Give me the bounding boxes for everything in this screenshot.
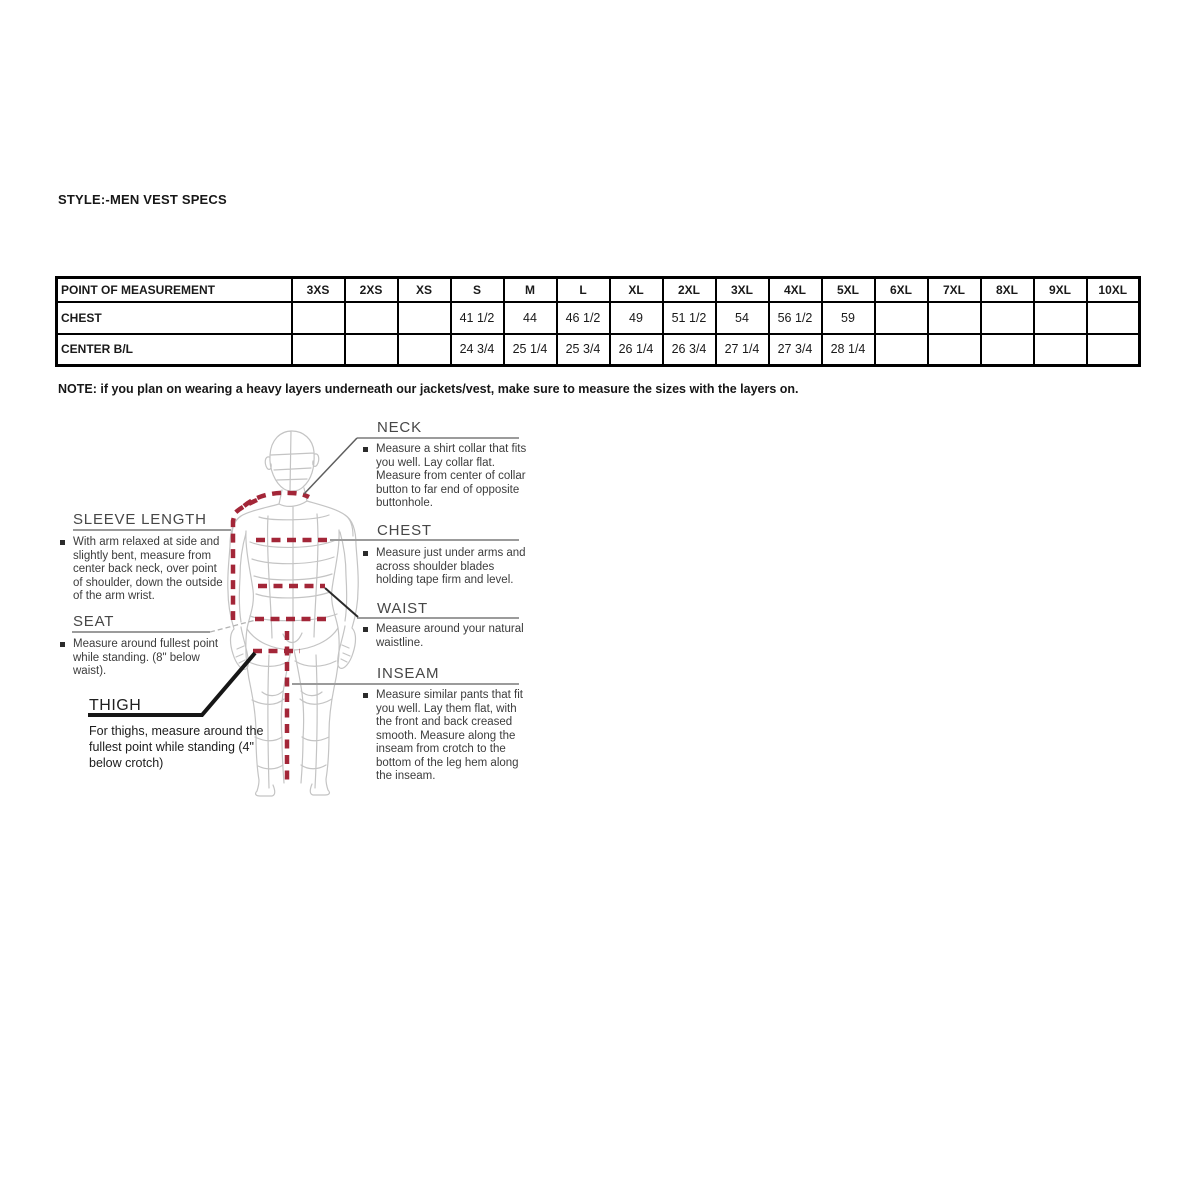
size-cell bbox=[398, 334, 451, 366]
size-cell: 46 1/2 bbox=[557, 302, 610, 334]
waist-description: Measure around your natural waistline. bbox=[363, 623, 534, 650]
size-cell bbox=[292, 334, 345, 366]
header-size: S bbox=[451, 278, 504, 302]
size-cell bbox=[1087, 334, 1140, 366]
header-point-of-measurement: POINT OF MEASUREMENT bbox=[57, 278, 292, 302]
waist-heading: WAIST bbox=[377, 600, 428, 617]
bullet-icon bbox=[60, 642, 65, 647]
header-size: 6XL bbox=[875, 278, 928, 302]
size-cell: 27 1/4 bbox=[716, 334, 769, 366]
header-size: 3XS bbox=[292, 278, 345, 302]
header-size: 9XL bbox=[1034, 278, 1087, 302]
size-cell bbox=[1034, 302, 1087, 334]
thigh-description: For thighs, measure around the fullest point while standing (4" below crotch) bbox=[89, 724, 264, 770]
header-size: 8XL bbox=[981, 278, 1034, 302]
header-size: L bbox=[557, 278, 610, 302]
page-title: STYLE:-MEN VEST SPECS bbox=[58, 192, 227, 207]
size-cell bbox=[928, 302, 981, 334]
table-header-row bbox=[57, 278, 1140, 302]
header-size: 5XL bbox=[822, 278, 875, 302]
header-size: XS bbox=[398, 278, 451, 302]
inseam-heading: INSEAM bbox=[377, 665, 440, 682]
size-cell bbox=[345, 334, 398, 366]
size-cell: 44 bbox=[504, 302, 557, 334]
sleeve-length-description: With arm relaxed at side and slightly bent, measure from center back neck, over point of shoulder, down the outside of the arm wrist. bbox=[60, 536, 225, 604]
table-row-chest bbox=[57, 302, 1140, 334]
size-cell: 28 1/4 bbox=[822, 334, 875, 366]
size-cell: 27 3/4 bbox=[769, 334, 822, 366]
size-cell: 26 1/4 bbox=[610, 334, 663, 366]
size-cell bbox=[1034, 334, 1087, 366]
neck-description: Measure a shirt collar that fits you well. Lay collar flat. Measure from center of collar button to far end of opposite buttonhole. bbox=[363, 443, 534, 511]
size-cell bbox=[292, 302, 345, 334]
size-cell: 49 bbox=[610, 302, 663, 334]
header-size: 2XL bbox=[663, 278, 716, 302]
chest-description: Measure just under arms and across shoulder blades holding tape firm and level. bbox=[363, 547, 534, 588]
header-size: 2XS bbox=[345, 278, 398, 302]
note-text: NOTE: if you plan on wearing a heavy layers underneath our jackets/vest, make sure to measure the sizes with the layers on. bbox=[58, 382, 799, 396]
size-cell: 25 3/4 bbox=[557, 334, 610, 366]
seat-description: Measure around fullest point while standing. (8" below waist). bbox=[60, 638, 225, 679]
size-cell bbox=[875, 334, 928, 366]
bullet-icon bbox=[363, 627, 368, 632]
size-cell bbox=[875, 302, 928, 334]
seat-heading: SEAT bbox=[73, 613, 115, 630]
size-cell bbox=[345, 302, 398, 334]
size-cell bbox=[1087, 302, 1140, 334]
size-table bbox=[55, 276, 1141, 367]
header-size: 10XL bbox=[1087, 278, 1140, 302]
thigh-heading: THIGH bbox=[89, 697, 142, 714]
header-size: 4XL bbox=[769, 278, 822, 302]
size-cell: 25 1/4 bbox=[504, 334, 557, 366]
header-size: 7XL bbox=[928, 278, 981, 302]
size-cell: 59 bbox=[822, 302, 875, 334]
chest-heading: CHEST bbox=[377, 522, 432, 539]
row-label: CENTER B/L bbox=[57, 334, 292, 366]
size-cell bbox=[981, 334, 1034, 366]
size-cell: 24 3/4 bbox=[451, 334, 504, 366]
header-size: 3XL bbox=[716, 278, 769, 302]
inseam-description: Measure similar pants that fit you well. Lay them flat, with the front and back creased smooth. Measure along the inseam from crotch to the bottom of the leg hem along the inseam. bbox=[363, 689, 534, 784]
bullet-icon bbox=[363, 551, 368, 556]
neck-heading: NECK bbox=[377, 419, 422, 436]
size-cell: 56 1/2 bbox=[769, 302, 822, 334]
size-cell bbox=[981, 302, 1034, 334]
waist-callout-line bbox=[325, 588, 358, 617]
bullet-icon bbox=[60, 540, 65, 545]
sleeve-length-heading: SLEEVE LENGTH bbox=[73, 511, 207, 528]
header-size: XL bbox=[610, 278, 663, 302]
size-cell bbox=[398, 302, 451, 334]
bullet-icon bbox=[363, 447, 368, 452]
neck-callout-line bbox=[304, 438, 357, 494]
size-cell: 41 1/2 bbox=[451, 302, 504, 334]
size-cell bbox=[928, 334, 981, 366]
size-cell: 51 1/2 bbox=[663, 302, 716, 334]
size-cell: 26 3/4 bbox=[663, 334, 716, 366]
header-size: M bbox=[504, 278, 557, 302]
row-label: CHEST bbox=[57, 302, 292, 334]
table-row-center-bl bbox=[57, 334, 1140, 366]
bullet-icon bbox=[363, 693, 368, 698]
size-cell: 54 bbox=[716, 302, 769, 334]
